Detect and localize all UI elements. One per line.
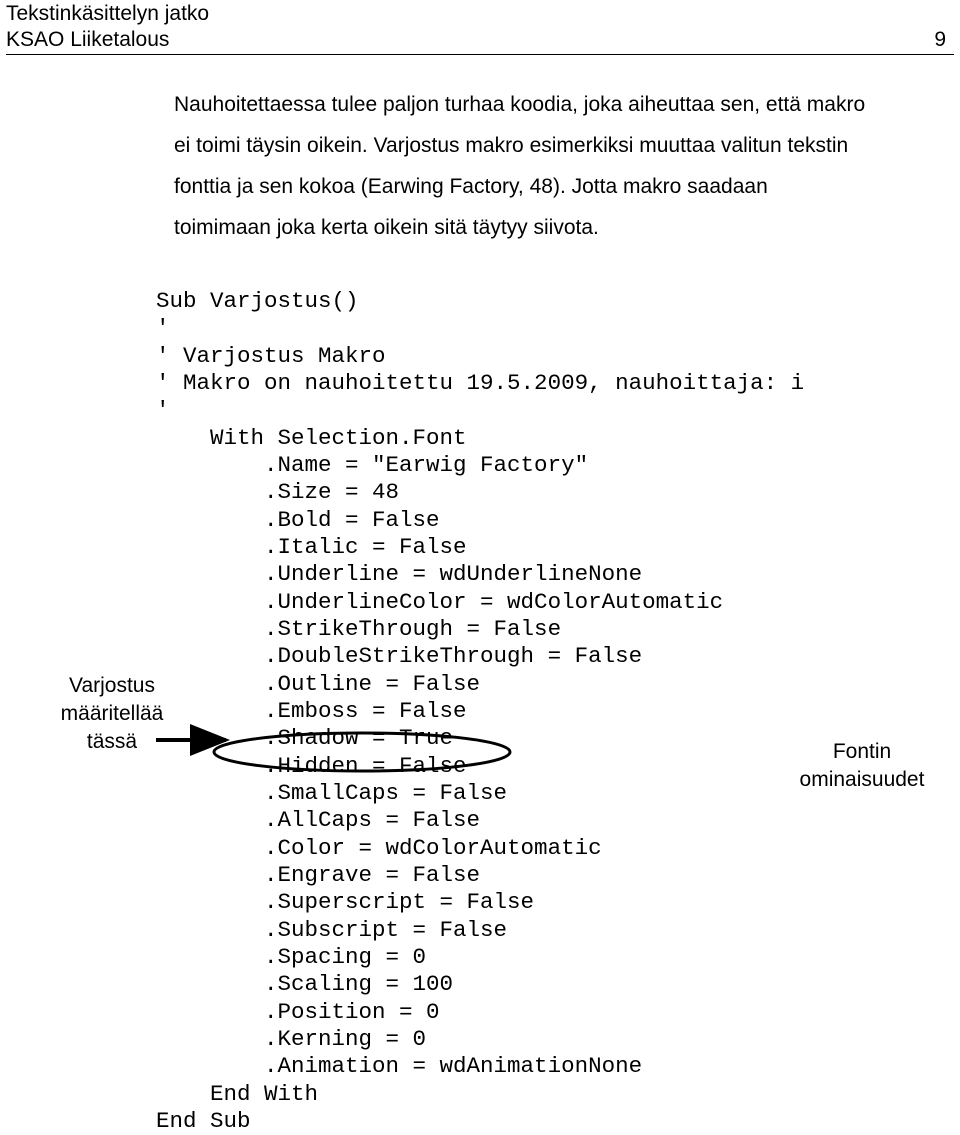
- callout-line: määritellää: [60, 702, 164, 725]
- code-line: .Animation = wdAnimationNone: [156, 1053, 643, 1080]
- code-line: .SmallCaps = False: [156, 779, 508, 806]
- code-line: .UnderlineColor = wdColorAutomatic: [156, 588, 724, 615]
- code-line: With Selection.Font: [156, 424, 467, 451]
- code-line: ' Varjostus Makro: [156, 342, 386, 369]
- code-line: .Size = 48: [156, 479, 400, 506]
- intro-line: ei toimi täysin oikein. Varjostus makro esimerkiksi muuttaa valitun tekstin: [174, 134, 849, 157]
- code-line-shadow-highlight: .Shadow = True: [156, 725, 454, 752]
- document-subtitle: KSAO Liiketalous: [6, 28, 170, 51]
- callout-line: tässä: [86, 730, 138, 753]
- code-line: .Color = wdColorAutomatic: [156, 834, 602, 861]
- code-line: .Emboss = False: [156, 697, 467, 724]
- code-line: .Underline = wdUnderlineNone: [156, 561, 643, 588]
- intro-line: Nauhoitettaessa tulee paljon turhaa koodia, joka aiheuttaa sen, että makro: [174, 93, 866, 116]
- label-line: ominaisuudet: [799, 768, 925, 791]
- code-line: ': [156, 315, 170, 342]
- code-line: .Subscript = False: [156, 916, 508, 943]
- code-line: .Outline = False: [156, 670, 481, 697]
- code-line: .StrikeThrough = False: [156, 615, 562, 642]
- code-line: End With: [156, 1080, 319, 1107]
- code-line: .Superscript = False: [156, 889, 535, 916]
- document-title: Tekstinkäsittelyn jatko: [6, 2, 210, 25]
- highlight-ellipse-icon: [214, 733, 510, 771]
- code-line: .Engrave = False: [156, 861, 481, 888]
- label-line: Fontin: [832, 740, 892, 763]
- code-line: .Scaling = 100: [156, 971, 454, 998]
- code-line: ': [156, 397, 170, 424]
- code-line: End Sub: [156, 1107, 251, 1134]
- code-line: Sub Varjostus(): [156, 288, 359, 314]
- code-line: .Name = "Earwig Factory": [156, 451, 589, 478]
- page-number: 9: [934, 28, 946, 51]
- intro-line: fonttia ja sen kokoa (Earwing Factory, 48). Jotta makro saadaan: [174, 175, 768, 198]
- code-line: .Kerning = 0: [156, 1025, 427, 1052]
- intro-line: toimimaan joka kerta oikein sitä täytyy siivota.: [174, 216, 599, 239]
- code-line: .Position = 0: [156, 998, 440, 1025]
- code-line: .DoubleStrikeThrough = False: [156, 643, 643, 670]
- code-line: .AllCaps = False: [156, 807, 481, 834]
- code-line: ' Makro on nauhoitettu 19.5.2009, nauhoittaja: i: [156, 369, 805, 396]
- code-line: .Hidden = False: [156, 752, 467, 779]
- code-line: .Spacing = 0: [156, 943, 427, 970]
- code-line: .Italic = False: [156, 533, 467, 560]
- code-line: .Bold = False: [156, 506, 440, 533]
- callout-line: Varjostus: [69, 674, 155, 697]
